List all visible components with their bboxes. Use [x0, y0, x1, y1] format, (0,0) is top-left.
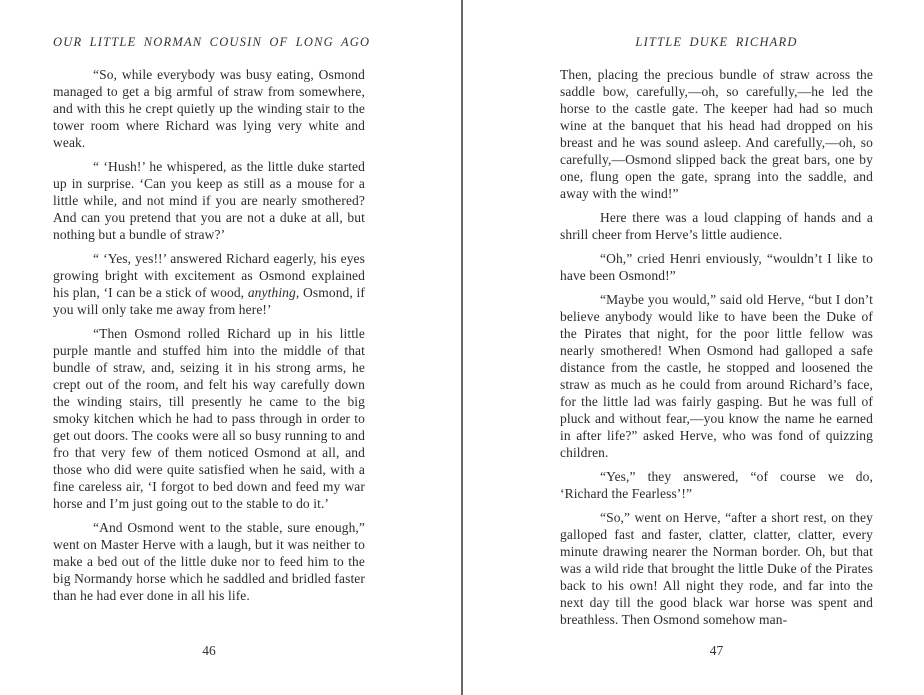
text-segment: “So, while everybody was busy eating, Osmond managed to get a big armful of straw from somewhere, and with this he crept quietly up the winding stair to the tower room where Richard was lying very white and weak.	[53, 67, 365, 150]
paragraph	[53, 250, 365, 318]
right-running-head: LITTLE DUKE RICHARD	[635, 35, 798, 49]
paragraph	[560, 509, 873, 628]
text-segment: “So,” went on Herve, “after a short rest, on they galloped fast and faster, clatter, clatter, clatter, every minute drawing nearer the Norman border. Oh, but that was a wild ride that brought the little Duke of the Pirates back to his own! All night they rode, and far into the next day till the good black war horse was spent and breathless. Then Osmond somehow man-	[560, 510, 873, 627]
paragraph	[560, 291, 873, 461]
text-segment: “Maybe you would,” said old Herve, “but I don’t believe anybody would like to have been the Duke of the Pirates that night, for the poor little fellow was nearly smothered! When Osmond had galloped a safe distance from the castle, he stopped and loosened the straw as much as he could from around Richard’s face, for the little lad was fairly gasping. But he was full of pluck and without fear,—you know the name he earned in after life?” asked Herve, who was fond of quizzing children.	[560, 292, 873, 460]
paragraph	[53, 66, 365, 151]
paragraph	[560, 209, 873, 243]
text-segment: “Then Osmond rolled Richard up in his little purple mantle and stuffed him into the middle of that bundle of straw, and, seizing it in his strong arms, he crept out of the room, and felt his way carefully down the winding stairs, till presently he came to the big smoky kitchen which he had to pass through in order to get out doors. The cooks were all so busy running to and fro that very few of them noticed Osmond at all, and those who did were quite satisfied when he said, with a fine careless air, ‘I forgot to bed down and feed my war horse and I’m just going out to the stable to do it.’	[53, 326, 365, 511]
paragraph	[560, 468, 873, 502]
paragraph	[560, 66, 873, 202]
text-segment: “ ‘Yes, yes!!’ answered Richard eagerly, his eyes growing bright with excitement as Osmond explained his plan, ‘I can be a stick of wood,	[53, 251, 365, 300]
text-segment: Osmond, if you will only take me away from here!’	[53, 285, 365, 317]
page-right	[560, 0, 873, 695]
left-page-number: 46	[202, 643, 216, 658]
paragraph	[53, 325, 365, 512]
left-page-body	[53, 66, 365, 611]
text-segment: “Oh,” cried Henri enviously, “wouldn’t I like to have been Osmond!”	[560, 251, 873, 283]
emphasis-text: anything,	[247, 285, 300, 300]
page-divider	[461, 0, 463, 695]
right-page-number: 47	[709, 643, 724, 658]
paragraph	[560, 250, 873, 284]
text-segment: “Yes,” they answered, “of course we do, ‘Richard the Fearless’!”	[560, 469, 873, 501]
paragraph	[53, 158, 365, 243]
text-segment: Here there was a loud clapping of hands and a shrill cheer from Herve’s little audience.	[560, 210, 873, 242]
right-page-body	[560, 66, 873, 635]
paragraph	[53, 519, 365, 604]
page-left	[53, 0, 371, 695]
text-segment: Then, placing the precious bundle of straw across the saddle bow, carefully,—oh, so carefully,—he led the horse to the castle gate. The keeper had had so much wine at the banquet that his head had dropped on his breast and he was sound asleep. And carefully,—oh, so carefully,—Osmond slipped back the great bars, one by one, flung open the gate, sprang into the saddle, and away with the wind!”	[560, 67, 873, 201]
text-segment: “And Osmond went to the stable, sure enough,” went on Master Herve with a laugh, but it was neither to make a bed out of the little duke nor to feed him to the big Normandy horse which he saddled and bridled faster than he had ever done in all his life.	[53, 520, 365, 603]
left-running-head: OUR LITTLE NORMAN COUSIN OF LONG AGO	[53, 35, 371, 49]
text-segment: “ ‘Hush!’ he whispered, as the little duke started up in surprise. ‘Can you keep as still as a mouse for a little while, and not mind if you are nearly smothered? And can you pretend that you are not a duke at all, but nothing but a bundle of straw?’	[53, 159, 365, 242]
